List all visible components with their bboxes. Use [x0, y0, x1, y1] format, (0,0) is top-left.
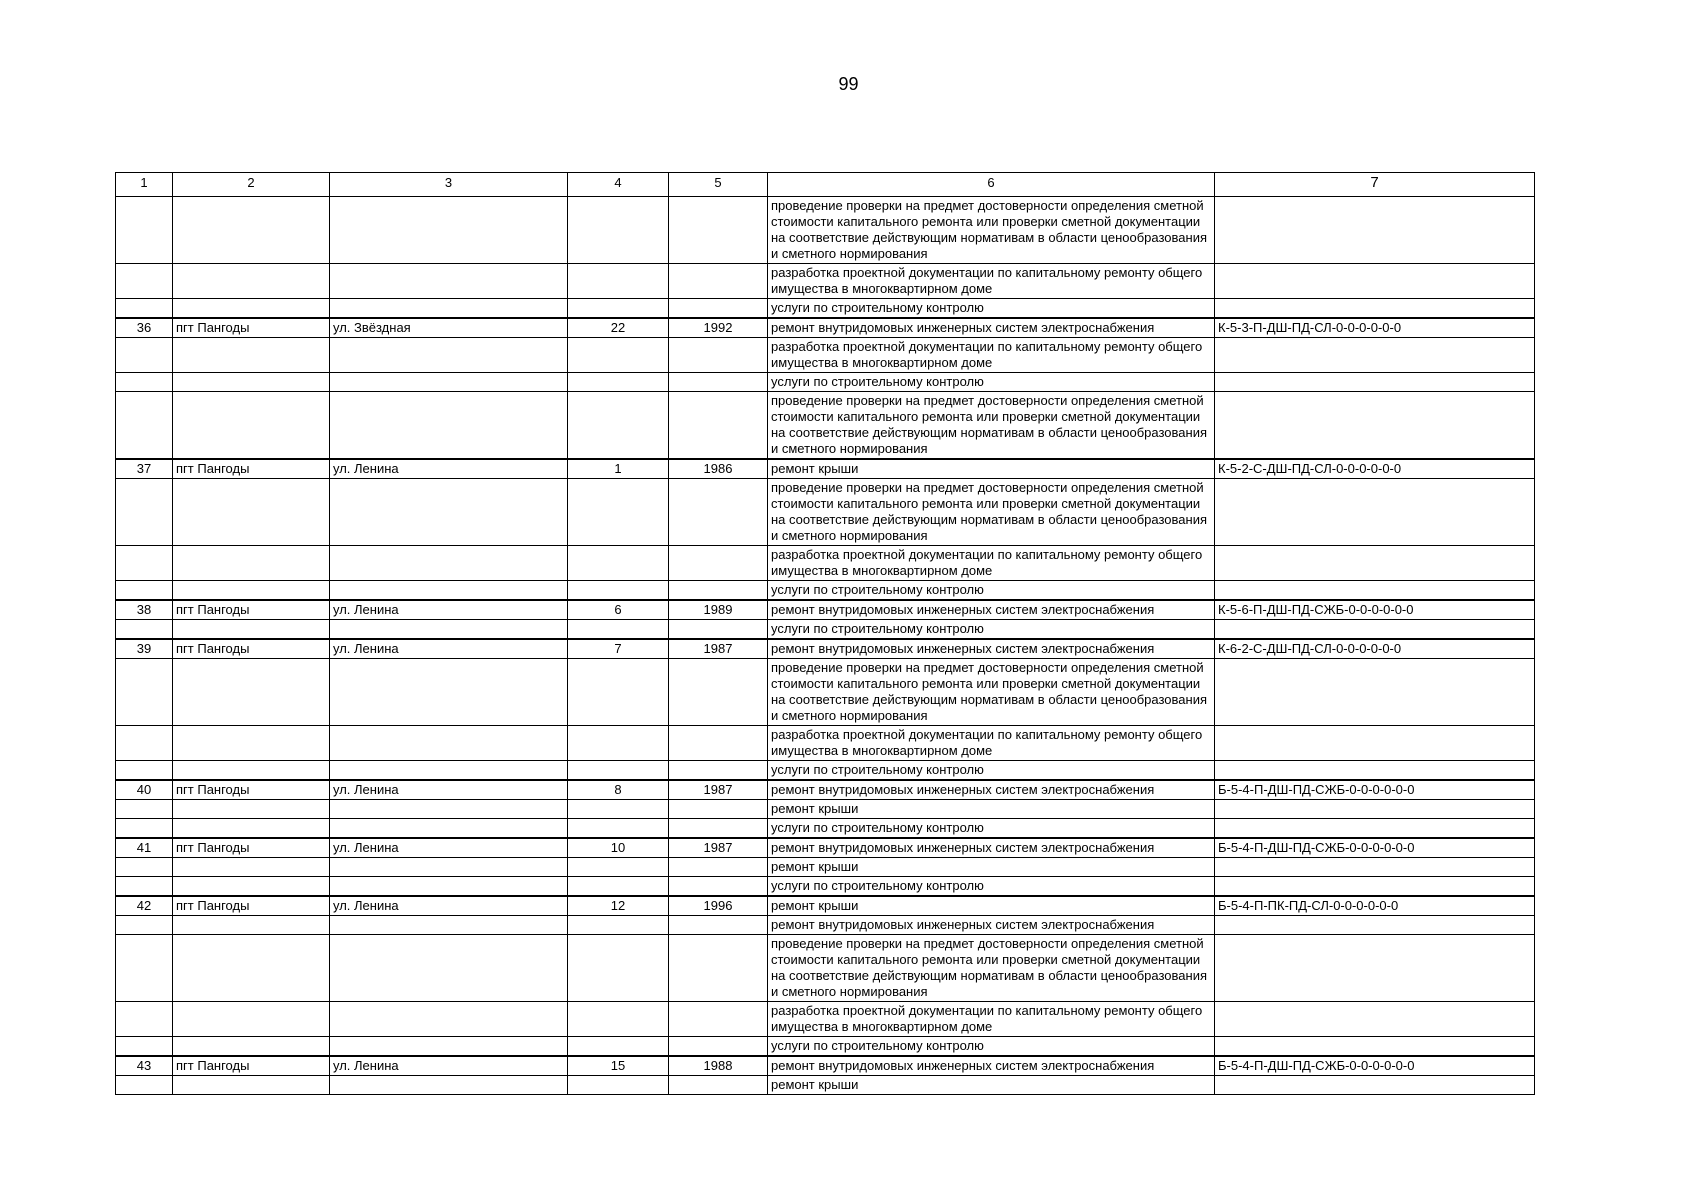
settlement-cell	[173, 197, 330, 264]
row-number: 37	[116, 459, 173, 479]
work-type-cell: ремонт крыши	[768, 459, 1215, 479]
house-number-cell	[568, 916, 669, 935]
table-row	[116, 392, 1535, 460]
house-number-cell	[568, 659, 669, 726]
street-cell	[330, 1037, 568, 1057]
settlement-cell	[173, 479, 330, 546]
building-code-cell	[1215, 479, 1535, 546]
year-cell	[669, 197, 768, 264]
house-number-cell: 15	[568, 1056, 669, 1076]
house-number-cell	[568, 299, 669, 319]
building-code-cell	[1215, 761, 1535, 781]
settlement-cell: пгт Пангоды	[173, 639, 330, 659]
house-number-cell	[568, 1076, 669, 1095]
building-code-cell: Б-5-4-П-ПК-ПД-СЛ-0-0-0-0-0-0	[1215, 896, 1535, 916]
year-cell: 1987	[669, 780, 768, 800]
row-number: 38	[116, 600, 173, 620]
house-number-cell	[568, 338, 669, 373]
house-number-cell: 12	[568, 896, 669, 916]
street-cell	[330, 338, 568, 373]
work-type-cell: ремонт внутридомовых инженерных систем электроснабжения	[768, 1056, 1215, 1076]
building-code-cell: Б-5-4-П-ДШ-ПД-СЖБ-0-0-0-0-0-0	[1215, 838, 1535, 858]
header-col-5: 5	[669, 173, 768, 197]
house-number-cell	[568, 800, 669, 819]
work-type-cell: услуги по строительному контролю	[768, 819, 1215, 839]
year-cell	[669, 726, 768, 761]
table-row	[116, 581, 1535, 601]
street-cell	[330, 659, 568, 726]
table-row	[116, 373, 1535, 392]
building-code-cell	[1215, 546, 1535, 581]
building-code-cell	[1215, 858, 1535, 877]
year-cell	[669, 800, 768, 819]
building-code-cell	[1215, 877, 1535, 897]
table-row	[116, 1056, 1535, 1076]
settlement-cell	[173, 819, 330, 839]
row-number	[116, 858, 173, 877]
street-cell	[330, 877, 568, 897]
row-number	[116, 1037, 173, 1057]
row-number	[116, 197, 173, 264]
work-type-cell: разработка проектной документации по капитальному ремонту общего имущества в многоквартирном доме	[768, 726, 1215, 761]
building-code-cell	[1215, 299, 1535, 319]
table-row	[116, 1037, 1535, 1057]
row-number	[116, 299, 173, 319]
settlement-cell: пгт Пангоды	[173, 459, 330, 479]
settlement-cell	[173, 1076, 330, 1095]
work-type-cell: ремонт внутридомовых инженерных систем электроснабжения	[768, 639, 1215, 659]
work-type-cell: ремонт крыши	[768, 858, 1215, 877]
street-cell: ул. Ленина	[330, 780, 568, 800]
work-type-cell: ремонт внутридомовых инженерных систем электроснабжения	[768, 916, 1215, 935]
building-code-cell	[1215, 800, 1535, 819]
year-cell	[669, 392, 768, 460]
street-cell: ул. Ленина	[330, 600, 568, 620]
table-row	[116, 877, 1535, 897]
settlement-cell	[173, 800, 330, 819]
row-number	[116, 800, 173, 819]
house-number-cell	[568, 1002, 669, 1037]
street-cell	[330, 761, 568, 781]
header-row	[116, 173, 1535, 197]
year-cell	[669, 1037, 768, 1057]
work-type-cell: услуги по строительному контролю	[768, 581, 1215, 601]
settlement-cell	[173, 916, 330, 935]
table-row	[116, 858, 1535, 877]
building-code-cell: Б-5-4-П-ДШ-ПД-СЖБ-0-0-0-0-0-0	[1215, 1056, 1535, 1076]
work-type-cell: проведение проверки на предмет достоверности определения сметной стоимости капитального ремонта или проверки сметной документации на соответствие действующим нормативам в области ценообразования и сметного нормирования	[768, 659, 1215, 726]
table-row	[116, 600, 1535, 620]
settlement-cell	[173, 877, 330, 897]
building-code-cell	[1215, 819, 1535, 839]
building-code-cell	[1215, 373, 1535, 392]
year-cell	[669, 546, 768, 581]
work-type-cell: ремонт внутридомовых инженерных систем электроснабжения	[768, 838, 1215, 858]
building-code-cell	[1215, 726, 1535, 761]
table-row	[116, 479, 1535, 546]
year-cell: 1996	[669, 896, 768, 916]
table-row	[116, 197, 1535, 264]
header-col-3: 3	[330, 173, 568, 197]
row-number	[116, 877, 173, 897]
settlement-cell	[173, 264, 330, 299]
table-row	[116, 546, 1535, 581]
settlement-cell: пгт Пангоды	[173, 1056, 330, 1076]
header-col-6: 6	[768, 173, 1215, 197]
building-code-cell	[1215, 935, 1535, 1002]
table-row	[116, 800, 1535, 819]
house-number-cell	[568, 581, 669, 601]
house-number-cell	[568, 819, 669, 839]
building-code-cell	[1215, 620, 1535, 640]
settlement-cell	[173, 620, 330, 640]
settlement-cell	[173, 392, 330, 460]
street-cell: ул. Ленина	[330, 1056, 568, 1076]
year-cell	[669, 916, 768, 935]
row-number: 43	[116, 1056, 173, 1076]
table-row	[116, 639, 1535, 659]
year-cell: 1987	[669, 838, 768, 858]
house-number-cell	[568, 877, 669, 897]
work-type-cell: услуги по строительному контролю	[768, 299, 1215, 319]
work-type-cell: ремонт крыши	[768, 896, 1215, 916]
year-cell	[669, 659, 768, 726]
table-row	[116, 264, 1535, 299]
row-number: 36	[116, 318, 173, 338]
house-number-cell: 1	[568, 459, 669, 479]
settlement-cell: пгт Пангоды	[173, 318, 330, 338]
year-cell	[669, 877, 768, 897]
work-type-cell: проведение проверки на предмет достоверности определения сметной стоимости капитального ремонта или проверки сметной документации на соответствие действующим нормативам в области ценообразования и сметного нормирования	[768, 935, 1215, 1002]
year-cell: 1989	[669, 600, 768, 620]
building-code-cell: Б-5-4-П-ДШ-ПД-СЖБ-0-0-0-0-0-0	[1215, 780, 1535, 800]
house-number-cell	[568, 373, 669, 392]
table-row	[116, 838, 1535, 858]
row-number	[116, 1076, 173, 1095]
row-number	[116, 819, 173, 839]
street-cell	[330, 620, 568, 640]
table-row	[116, 896, 1535, 916]
work-type-cell: разработка проектной документации по капитальному ремонту общего имущества в многоквартирном доме	[768, 264, 1215, 299]
year-cell	[669, 1002, 768, 1037]
street-cell	[330, 935, 568, 1002]
table-row	[116, 819, 1535, 839]
table-row	[116, 916, 1535, 935]
work-type-cell: ремонт крыши	[768, 800, 1215, 819]
house-number-cell	[568, 761, 669, 781]
building-code-cell	[1215, 197, 1535, 264]
settlement-cell: пгт Пангоды	[173, 838, 330, 858]
settlement-cell	[173, 546, 330, 581]
building-code-cell: К-5-6-П-ДШ-ПД-СЖБ-0-0-0-0-0-0	[1215, 600, 1535, 620]
street-cell: ул. Ленина	[330, 459, 568, 479]
table-row	[116, 459, 1535, 479]
building-code-cell	[1215, 264, 1535, 299]
work-type-cell: разработка проектной документации по капитальному ремонту общего имущества в многоквартирном доме	[768, 1002, 1215, 1037]
table-row	[116, 935, 1535, 1002]
settlement-cell	[173, 858, 330, 877]
building-code-cell	[1215, 392, 1535, 460]
year-cell	[669, 819, 768, 839]
building-code-cell	[1215, 916, 1535, 935]
year-cell	[669, 338, 768, 373]
row-number	[116, 264, 173, 299]
building-code-cell	[1215, 1037, 1535, 1057]
building-code-cell	[1215, 338, 1535, 373]
work-type-cell: услуги по строительному контролю	[768, 373, 1215, 392]
building-code-cell	[1215, 659, 1535, 726]
year-cell: 1986	[669, 459, 768, 479]
row-number: 39	[116, 639, 173, 659]
row-number	[116, 620, 173, 640]
row-number	[116, 546, 173, 581]
house-number-cell	[568, 858, 669, 877]
street-cell	[330, 392, 568, 460]
row-number: 41	[116, 838, 173, 858]
year-cell	[669, 479, 768, 546]
street-cell	[330, 726, 568, 761]
settlement-cell	[173, 299, 330, 319]
street-cell	[330, 299, 568, 319]
row-number	[116, 761, 173, 781]
settlement-cell: пгт Пангоды	[173, 896, 330, 916]
work-type-cell: ремонт внутридомовых инженерных систем электроснабжения	[768, 780, 1215, 800]
building-code-cell	[1215, 581, 1535, 601]
house-number-cell	[568, 1037, 669, 1057]
house-number-cell: 8	[568, 780, 669, 800]
row-number	[116, 916, 173, 935]
building-code-cell	[1215, 1076, 1535, 1095]
street-cell: ул. Ленина	[330, 896, 568, 916]
page-number: 99	[838, 74, 859, 94]
street-cell	[330, 800, 568, 819]
work-type-cell: проведение проверки на предмет достоверности определения сметной стоимости капитального ремонта или проверки сметной документации на соответствие действующим нормативам в области ценообразования и сметного нормирования	[768, 392, 1215, 460]
work-type-cell: разработка проектной документации по капитальному ремонту общего имущества в многоквартирном доме	[768, 338, 1215, 373]
street-cell	[330, 1002, 568, 1037]
table-row	[116, 1076, 1535, 1095]
house-number-cell: 10	[568, 838, 669, 858]
building-code-cell	[1215, 1002, 1535, 1037]
work-type-cell: услуги по строительному контролю	[768, 761, 1215, 781]
settlement-cell	[173, 659, 330, 726]
year-cell: 1988	[669, 1056, 768, 1076]
house-number-cell	[568, 726, 669, 761]
settlement-cell	[173, 338, 330, 373]
table-row	[116, 726, 1535, 761]
street-cell	[330, 479, 568, 546]
settlement-cell	[173, 761, 330, 781]
row-number	[116, 338, 173, 373]
settlement-cell	[173, 581, 330, 601]
row-number: 40	[116, 780, 173, 800]
work-type-cell: ремонт крыши	[768, 1076, 1215, 1095]
table-body	[116, 197, 1535, 1095]
year-cell	[669, 264, 768, 299]
settlement-cell: пгт Пангоды	[173, 780, 330, 800]
year-cell	[669, 1076, 768, 1095]
street-cell	[330, 819, 568, 839]
header-col-1: 1	[116, 173, 173, 197]
table-row	[116, 318, 1535, 338]
table-row	[116, 1002, 1535, 1037]
header-col-7: 7	[1215, 173, 1535, 197]
street-cell: ул. Звёздная	[330, 318, 568, 338]
house-number-cell	[568, 264, 669, 299]
settlement-cell: пгт Пангоды	[173, 600, 330, 620]
year-cell	[669, 373, 768, 392]
table-row	[116, 780, 1535, 800]
settlement-cell	[173, 373, 330, 392]
street-cell	[330, 858, 568, 877]
house-number-cell	[568, 197, 669, 264]
work-type-cell: проведение проверки на предмет достоверности определения сметной стоимости капитального ремонта или проверки сметной документации на соответствие действующим нормативам в области ценообразования и сметного нормирования	[768, 479, 1215, 546]
work-type-cell: услуги по строительному контролю	[768, 620, 1215, 640]
work-type-cell: разработка проектной документации по капитальному ремонту общего имущества в многоквартирном доме	[768, 546, 1215, 581]
row-number	[116, 581, 173, 601]
row-number: 42	[116, 896, 173, 916]
work-type-cell: услуги по строительному контролю	[768, 1037, 1215, 1057]
building-code-cell: К-6-2-С-ДШ-ПД-СЛ-0-0-0-0-0-0	[1215, 639, 1535, 659]
row-number	[116, 479, 173, 546]
row-number	[116, 373, 173, 392]
header-col-4: 4	[568, 173, 669, 197]
table-row	[116, 761, 1535, 781]
settlement-cell	[173, 935, 330, 1002]
year-cell	[669, 620, 768, 640]
street-cell	[330, 197, 568, 264]
house-number-cell	[568, 935, 669, 1002]
street-cell	[330, 581, 568, 601]
year-cell	[669, 581, 768, 601]
house-number-cell	[568, 392, 669, 460]
year-cell	[669, 299, 768, 319]
street-cell	[330, 546, 568, 581]
table-row	[116, 299, 1535, 319]
settlement-cell	[173, 1002, 330, 1037]
work-type-cell: ремонт внутридомовых инженерных систем электроснабжения	[768, 600, 1215, 620]
house-number-cell: 7	[568, 639, 669, 659]
house-number-cell	[568, 479, 669, 546]
street-cell: ул. Ленина	[330, 639, 568, 659]
row-number	[116, 659, 173, 726]
house-number-cell	[568, 620, 669, 640]
year-cell	[669, 935, 768, 1002]
house-number-cell: 22	[568, 318, 669, 338]
house-number-cell: 6	[568, 600, 669, 620]
street-cell	[330, 1076, 568, 1095]
year-cell: 1987	[669, 639, 768, 659]
table-row	[116, 620, 1535, 640]
street-cell	[330, 264, 568, 299]
street-cell: ул. Ленина	[330, 838, 568, 858]
building-code-cell: К-5-3-П-ДШ-ПД-СЛ-0-0-0-0-0-0	[1215, 318, 1535, 338]
table-row	[116, 338, 1535, 373]
row-number	[116, 935, 173, 1002]
year-cell: 1992	[669, 318, 768, 338]
street-cell	[330, 373, 568, 392]
row-number	[116, 726, 173, 761]
work-type-cell: проведение проверки на предмет достоверности определения сметной стоимости капитального ремонта или проверки сметной документации на соответствие действующим нормативам в области ценообразования и сметного нормирования	[768, 197, 1215, 264]
settlement-cell	[173, 726, 330, 761]
work-type-cell: ремонт внутридомовых инженерных систем электроснабжения	[768, 318, 1215, 338]
repair-plan-table	[115, 172, 1535, 1095]
house-number-cell	[568, 546, 669, 581]
header-col-2: 2	[173, 173, 330, 197]
settlement-cell	[173, 1037, 330, 1057]
row-number	[116, 1002, 173, 1037]
year-cell	[669, 761, 768, 781]
table-row	[116, 659, 1535, 726]
building-code-cell: К-5-2-С-ДШ-ПД-СЛ-0-0-0-0-0-0	[1215, 459, 1535, 479]
street-cell	[330, 916, 568, 935]
work-type-cell: услуги по строительному контролю	[768, 877, 1215, 897]
row-number	[116, 392, 173, 460]
year-cell	[669, 858, 768, 877]
